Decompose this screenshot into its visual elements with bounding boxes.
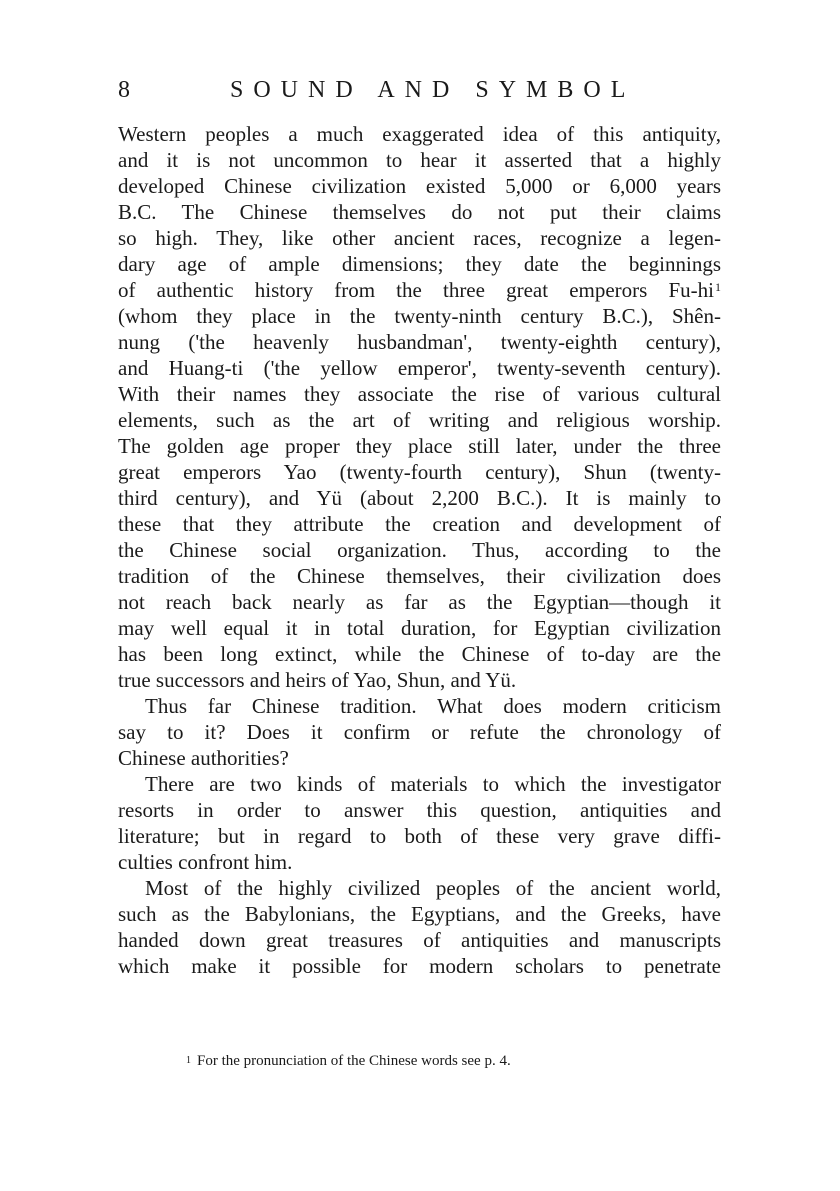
text-line: With their names they associate the rise of various cultural	[118, 382, 721, 406]
text-line: resorts in order to answer this question, antiquities and	[118, 798, 721, 822]
page-number: 8	[118, 77, 130, 103]
text-line-content: of authentic history from the three great emperors Fu-hi	[118, 278, 714, 302]
text-line: The golden age proper they place still later, under the three	[118, 434, 721, 458]
text-line: culties confront him.	[118, 850, 293, 874]
footnote-reference: 1	[715, 280, 721, 294]
footnote-text: For the pronunciation of the Chinese words see p. 4.	[197, 1053, 511, 1069]
text-line: may well equal it in total duration, for Egyptian civilization	[118, 616, 721, 640]
footnote-mark: 1	[186, 1055, 191, 1066]
paragraph-start-line: Thus far Chinese tradition. What does modern criticism	[145, 694, 721, 718]
text-line: elements, such as the art of writing and religious worship.	[118, 408, 721, 432]
text-line: has been long extinct, while the Chinese of to-day are the	[118, 642, 721, 666]
paragraph-start-line: Most of the highly civilized peoples of the ancient world,	[145, 876, 721, 900]
text-line: great emperors Yao (twenty-fourth century), Shun (twenty-	[118, 460, 721, 484]
text-line: true successors and heirs of Yao, Shun, and Yü.	[118, 668, 517, 692]
page-header	[118, 72, 728, 108]
text-line: Chinese authorities?	[118, 746, 289, 770]
footnote	[186, 1051, 726, 1071]
text-line: such as the Babylonians, the Egyptians, and the Greeks, have	[118, 902, 721, 926]
text-line: the Chinese social organization. Thus, according to the	[118, 538, 721, 562]
text-line: so high. They, like other ancient races, recognize a legen-	[118, 226, 721, 250]
text-line: handed down great treasures of antiquities and manuscripts	[118, 928, 721, 952]
text-line: literature; but in regard to both of these very grave diffi-	[118, 824, 721, 848]
text-line: which make it possible for modern scholars to penetrate	[118, 954, 721, 978]
text-line: and it is not uncommon to hear it asserted that a highly	[118, 148, 721, 172]
text-line: (whom they place in the twenty-ninth century B.C.), Shên-	[118, 304, 721, 328]
text-line: and Huang-ti ('the yellow emperor', twenty-seventh century).	[118, 356, 721, 380]
text-line: not reach back nearly as far as the Egyptian—though it	[118, 590, 721, 614]
text-line: developed Chinese civilization existed 5,000 or 6,000 years	[118, 174, 721, 198]
text-line-with-footnote	[118, 277, 721, 303]
text-line: these that they attribute the creation and development of	[118, 512, 721, 536]
text-line: tradition of the Chinese themselves, their civilization does	[118, 564, 721, 588]
body-text	[118, 121, 721, 979]
text-line: dary age of ample dimensions; they date the beginnings	[118, 252, 721, 276]
paragraph-start-line: There are two kinds of materials to which the investigator	[145, 772, 721, 796]
text-line: B.C. The Chinese themselves do not put their claims	[118, 200, 721, 224]
text-line: Western peoples a much exaggerated idea of this antiquity,	[118, 122, 721, 146]
text-line: say to it? Does it confirm or refute the chronology of	[118, 720, 721, 744]
text-line: third century), and Yü (about 2,200 B.C.). It is mainly to	[118, 486, 721, 510]
running-title: SOUND AND SYMBOL	[230, 77, 636, 103]
text-line: nung ('the heavenly husbandman', twenty-eighth century),	[118, 330, 721, 354]
